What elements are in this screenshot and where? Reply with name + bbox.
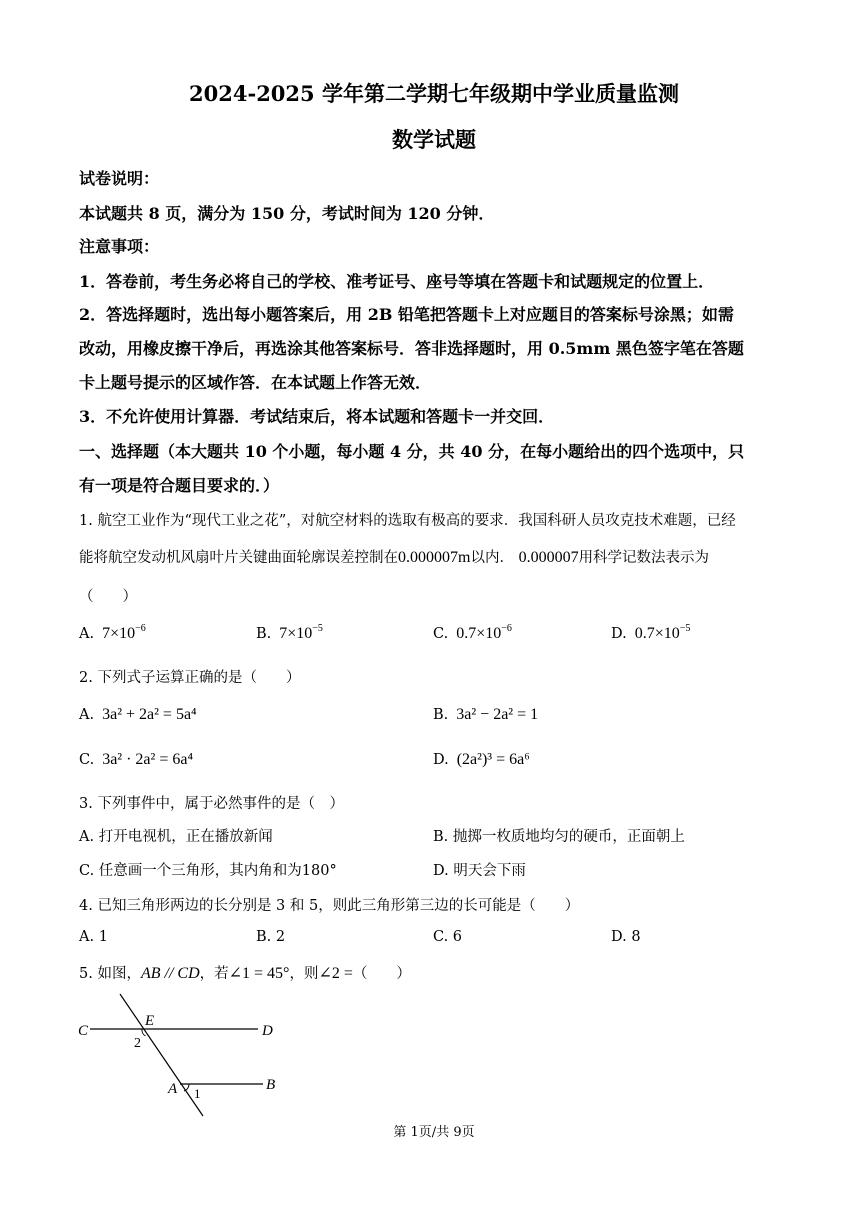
option-label: B.	[433, 829, 449, 845]
option-expr: (2a²)³ = 6a⁶	[456, 751, 530, 768]
q3-option-c[interactable]	[79, 859, 337, 880]
attention-item-2b: 改动，用橡皮擦干净后，再选涂其他答案标号．答非选择题时，用 0.5mm 黑色签字笔在答题	[79, 339, 744, 358]
option-exp: −6	[501, 623, 512, 634]
q1-text-post: 用科学记数法表示为	[578, 550, 710, 566]
q3-stem: 3. 下列事件中，属于必然事件的是（ ）	[79, 796, 344, 812]
option-label: A.	[79, 929, 95, 945]
q1-option-d[interactable]	[611, 625, 690, 643]
option-label: D.	[611, 626, 627, 642]
option-label: B.	[433, 707, 449, 723]
q5-text-post: （ ）	[352, 966, 411, 982]
q1-option-a[interactable]	[79, 625, 146, 643]
option-text: 明天会下雨	[453, 863, 526, 879]
q5-angle1-expr: ∠1 = 45°	[228, 965, 290, 982]
attention-item-2c: 卡上题号提示的区域作答．在本试题上作答无效．	[79, 373, 432, 392]
notes-heading: 试卷说明：	[79, 169, 160, 188]
attention-item-2a: 2．答选择题时，选出每小题答案后，用 2B 铅笔把答题卡上对应题目的答案标号涂黑；如需	[79, 305, 734, 324]
option-text: 2	[275, 929, 286, 945]
option-exp: −5	[312, 623, 323, 634]
option-text: 任意画一个三角形，其内角和为180°	[98, 863, 337, 879]
q3-option-b[interactable]	[433, 825, 685, 846]
attention-heading: 注意事项：	[79, 237, 160, 256]
q1-option-b[interactable]	[256, 625, 323, 643]
option-text: 1	[98, 929, 108, 945]
option-expr	[635, 625, 691, 642]
option-label: A.	[79, 707, 95, 723]
option-text: 抛掷一枚质地均匀的硬币，正面朝上	[452, 829, 685, 845]
q5-text-mid2: ，则	[289, 966, 319, 982]
option-label: A.	[79, 626, 95, 642]
q4-option-c[interactable]	[433, 929, 462, 945]
label-c: C	[78, 1023, 89, 1039]
attention-item-1: 1．答卷前，考生务必将自己的学校、准考证号、座号等填在答题卡和试题规定的位置上．	[79, 272, 715, 291]
option-coef: 7×10	[102, 625, 136, 642]
option-label: D.	[611, 929, 627, 945]
label-a: A	[168, 1081, 178, 1097]
q2-stem: 2. 下列式子运算正确的是（ ）	[79, 670, 301, 686]
q1-text-mid: 以内．	[470, 550, 514, 566]
q4-stem: 4. 已知三角形两边的长分别是 3 和 5，则此三角形第三边的长可能是（ ）	[79, 898, 580, 914]
q2-option-b[interactable]	[433, 706, 538, 724]
option-expr	[102, 625, 146, 642]
section-heading-b: 有一项是符合题目要求的．）	[79, 476, 280, 495]
option-text: 打开电视机，正在播放新闻	[98, 829, 273, 845]
q2-option-d[interactable]	[433, 751, 530, 769]
option-coef: 7×10	[279, 625, 313, 642]
option-label: D.	[433, 863, 449, 879]
q5-figure	[70, 988, 300, 1123]
option-label: D.	[433, 752, 449, 768]
option-label: A.	[79, 829, 95, 845]
option-coef: 0.7×10	[456, 625, 502, 642]
q5-parallel-expr: AB // CD	[140, 965, 200, 982]
q5-stem	[79, 962, 798, 983]
attention-item-3: 3．不允许使用计算器．考试结束后，将本试题和答题卡一并交回．	[79, 407, 555, 426]
q4-option-a[interactable]	[79, 929, 108, 945]
option-expr	[456, 625, 512, 642]
q1-answer-blank: （ ）	[79, 589, 137, 605]
q1-stem-line1: 1. 航空工业作为“现代工业之花”，对航空材料的选取有极高的要求．我国科研人员攻克技术难题，已经	[79, 513, 736, 529]
q1-value-1: 0.000007m	[398, 549, 471, 566]
option-label: C.	[79, 752, 95, 768]
exam-subtitle: 数学试题	[392, 127, 476, 152]
q3-option-a[interactable]	[79, 825, 273, 846]
option-expr: 3a² − 2a² = 1	[456, 706, 539, 723]
notes-line: 本试题共 8 页，满分为 150 分，考试时间为 120 分钟．	[79, 204, 495, 223]
q3-option-d[interactable]	[433, 859, 526, 880]
label-2: 2	[134, 1036, 141, 1051]
option-expr: 3a² · 2a² = 6a⁴	[102, 751, 194, 768]
option-text: 6	[452, 929, 463, 945]
option-coef: 0.7×10	[634, 625, 680, 642]
option-label: C.	[433, 929, 449, 945]
label-b: B	[266, 1077, 276, 1093]
q5-text-pre: 5. 如图，	[79, 966, 141, 982]
label-e: E	[145, 1013, 155, 1029]
option-label: C.	[433, 626, 449, 642]
q2-option-c[interactable]	[79, 751, 193, 769]
q4-option-d[interactable]	[611, 929, 641, 945]
option-expr: 3a² + 2a² = 5a⁴	[102, 706, 197, 723]
section-heading-a: 一、选择题（本大题共 10 个小题，每小题 4 分，共 40 分，在每小题给出的四个选项中，只	[79, 442, 745, 461]
option-exp: −6	[135, 623, 146, 634]
q2-option-a[interactable]	[79, 706, 197, 724]
option-label: C.	[79, 863, 95, 879]
exam-title: 2024-2025 学年第二学期七年级期中学业质量监测	[189, 81, 679, 106]
page-number: 第 1页/共 9页	[393, 1125, 475, 1140]
option-exp: −5	[679, 623, 691, 634]
option-label: B.	[256, 626, 272, 642]
q1-option-c[interactable]	[433, 625, 512, 643]
q1-stem-line2	[79, 546, 798, 567]
q5-angle2-expr: ∠2 =	[318, 965, 353, 982]
q5-text-mid1: ，若	[199, 966, 229, 982]
option-expr	[279, 625, 323, 642]
label-d: D	[262, 1023, 273, 1039]
transversal	[120, 994, 203, 1116]
label-1: 1	[194, 1086, 201, 1101]
q4-option-b[interactable]	[256, 929, 285, 945]
option-text: 8	[631, 929, 641, 945]
q1-text-pre: 能将航空发动机风扇叶片关键曲面轮廓误差控制在	[79, 550, 398, 566]
q1-value-2: 0.000007	[518, 549, 579, 566]
option-label: B.	[256, 929, 272, 945]
